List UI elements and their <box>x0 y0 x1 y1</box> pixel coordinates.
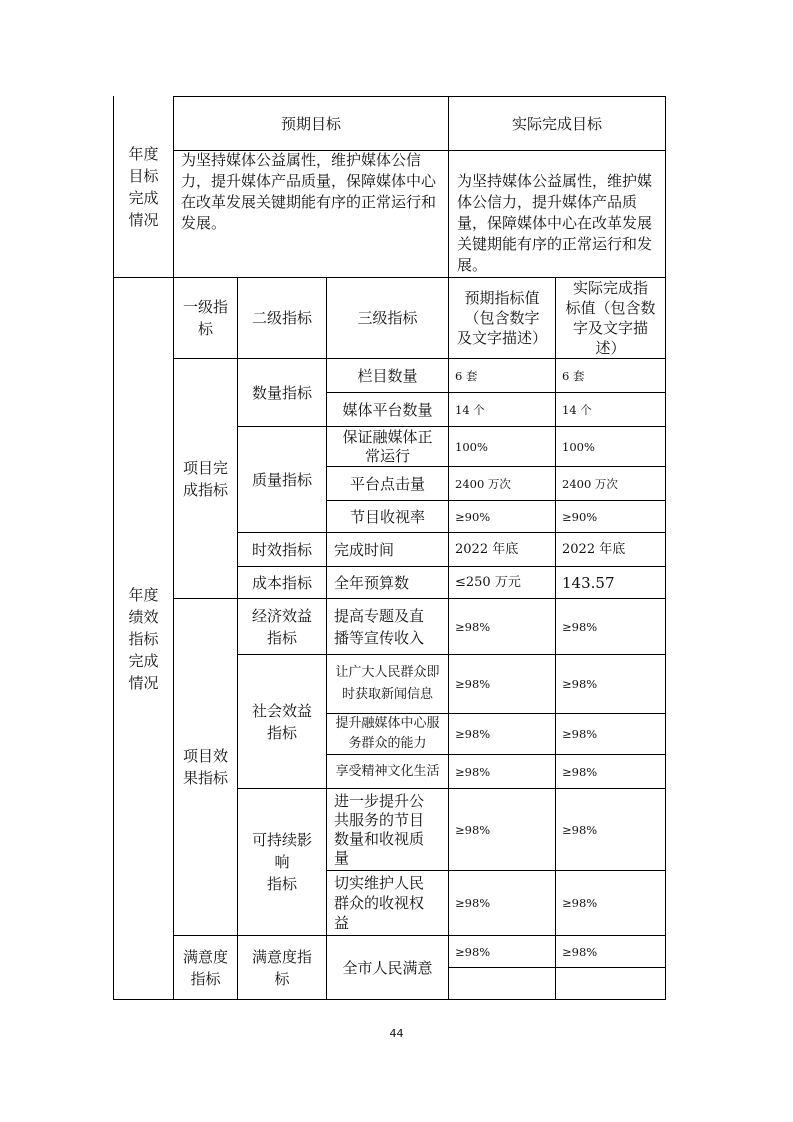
actual-goal-header: 实际完成目标 <box>511 114 602 133</box>
subgroup-quality: 质量指标 <box>251 470 312 489</box>
section-label-performance: 年度 绩效 指标 完成 情况 <box>128 585 159 692</box>
actual-value: 2400 万次 <box>562 476 618 491</box>
header-level2-indicator: 二级指标 <box>251 309 312 327</box>
actual-value: 14 个 <box>562 402 592 417</box>
expected-value: ≥98% <box>455 822 491 837</box>
indicator-name: 全市人民满意 <box>342 958 433 977</box>
actual-value: ≥98% <box>562 944 598 959</box>
expected-value: ≤250 万元 <box>455 574 521 590</box>
expected-value: 2400 万次 <box>455 476 511 491</box>
expected-value: 2022 年底 <box>455 541 519 557</box>
actual-value: ≥98% <box>562 619 598 634</box>
expected-value: ≥98% <box>455 944 491 959</box>
actual-value: ≥90% <box>562 509 598 524</box>
expected-value: ≥98% <box>455 764 491 779</box>
expected-value: 100% <box>455 439 488 454</box>
indicator-name: 让广大人民群众即 时获取新闻信息 <box>335 665 440 702</box>
expected-goal-text: 为坚持媒体公益属性，维护媒体公信力，提升媒体产品质量，保障媒体中心在改革发展关键期能有序的正常运行和发展。 <box>181 151 437 232</box>
expected-value: ≥90% <box>455 509 491 524</box>
actual-value: ≥98% <box>562 764 598 779</box>
actual-goal-text: 为坚持媒体公益属性，维护媒体公信力，提升媒体产品质量，保障媒体中心在改革发展关键期能有序的正常运行和发展。 <box>457 172 653 274</box>
group-satisfaction: 满意度 指标 <box>182 947 228 988</box>
subgroup-timeliness: 时效指标 <box>251 540 312 559</box>
expected-value: ≥98% <box>455 677 491 691</box>
section-label-annual-goal: 年度 目标 完成 情况 <box>128 145 159 229</box>
expected-value: ≥98% <box>455 896 491 910</box>
subgroup-satisfaction: 满意度指 标 <box>251 947 312 988</box>
actual-value: 2022 年底 <box>562 541 626 557</box>
indicator-name: 媒体平台数量 <box>342 400 433 419</box>
header-actual-value: 实际完成指 标值（包含数 字及文字描 述） <box>565 279 656 357</box>
header-level1-indicator: 一级指 标 <box>182 298 228 338</box>
subgroup-sustainable: 可持续影 响 指标 <box>251 831 312 893</box>
indicator-name: 享受精神文化生活 <box>335 763 440 779</box>
actual-value: 6 套 <box>562 368 585 383</box>
header-level3-indicator: 三级指标 <box>357 309 418 327</box>
indicator-name: 平台点击量 <box>349 474 425 493</box>
expected-value: 14 个 <box>455 402 485 417</box>
indicator-name: 栏目数量 <box>357 366 418 385</box>
group-completion: 项目完 成指标 <box>182 458 228 499</box>
actual-value: 100% <box>562 439 595 454</box>
expected-goal-header: 预期目标 <box>280 114 341 133</box>
expected-value: ≥98% <box>455 619 491 634</box>
subgroup-quantity: 数量指标 <box>251 383 312 402</box>
subgroup-social: 社会效益 指标 <box>251 701 312 742</box>
indicator-name: 进一步提升公 共服务的节目 数量和收视质 量 <box>334 791 425 867</box>
indicator-name: 提升融媒体中心服 务群众的能力 <box>335 716 440 751</box>
expected-value: 6 套 <box>455 368 478 383</box>
page-number: 44 <box>389 1027 404 1040</box>
actual-value: ≥98% <box>562 677 598 691</box>
group-effect: 项目效 果指标 <box>182 747 228 787</box>
indicator-name: 全年预算数 <box>334 573 410 592</box>
actual-value: 143.57 <box>562 573 615 592</box>
indicator-name: 保证融媒体正 常运行 <box>342 427 433 465</box>
subgroup-cost: 成本指标 <box>251 573 312 592</box>
actual-value: ≥98% <box>562 727 598 741</box>
indicator-name: 完成时间 <box>334 540 395 559</box>
indicator-name: 切实维护人民 群众的收视权 益 <box>334 874 425 932</box>
actual-value: ≥98% <box>562 896 598 910</box>
subgroup-economic: 经济效益 指标 <box>251 606 312 647</box>
header-expected-value: 预期指标值 （包含数字 及文字描述） <box>456 289 547 347</box>
expected-value: ≥98% <box>455 727 491 741</box>
actual-value: ≥98% <box>562 822 598 837</box>
indicator-name: 提高专题及直 播等宣传收入 <box>334 606 425 647</box>
indicator-name: 节目收视率 <box>349 507 425 526</box>
